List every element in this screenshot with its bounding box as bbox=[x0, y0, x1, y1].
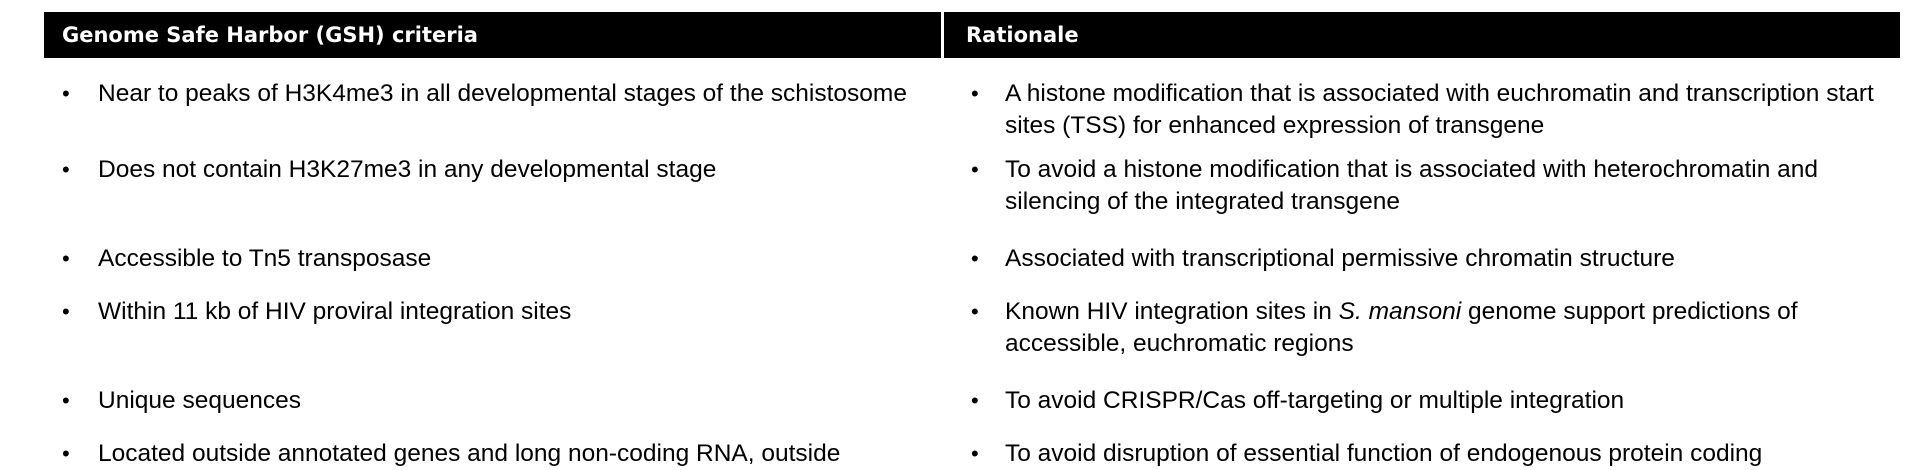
bullet-icon: • bbox=[971, 388, 979, 413]
table-row bbox=[44, 296, 1900, 360]
rationale-cell bbox=[947, 296, 1900, 360]
rationale-text-suffix: genome support predictions of accessible, euchromatic regions bbox=[1005, 298, 1798, 357]
criteria-cell bbox=[44, 296, 947, 360]
rationale-text: Associated with transcriptional permissive chromatin structure bbox=[1005, 245, 1675, 272]
rationale-text: A histone modification that is associated with euchromatin and transcription start sites (TSS) for enhanced expression of transgene bbox=[1005, 80, 1874, 139]
table-row bbox=[44, 438, 1900, 470]
bullet-icon: • bbox=[62, 81, 70, 106]
criteria-text: Accessible to Tn5 transposase bbox=[98, 245, 432, 272]
bullet-icon: • bbox=[62, 246, 70, 271]
bullet-icon: • bbox=[971, 441, 979, 466]
rationale-cell bbox=[947, 243, 1900, 275]
rationale-text: To avoid CRISPR/Cas off-targeting or multiple integration bbox=[1005, 387, 1625, 414]
criteria-text: Unique sequences bbox=[98, 387, 301, 414]
criteria-cell bbox=[44, 438, 947, 470]
criteria-cell bbox=[44, 243, 947, 275]
rationale-cell bbox=[947, 78, 1900, 142]
rationale-cell bbox=[947, 385, 1900, 417]
rationale-text bbox=[1005, 298, 1798, 357]
bullet-icon: • bbox=[971, 81, 979, 106]
rationale-text: To avoid a histone modification that is associated with heterochromatin and silencing of the integrated transgene bbox=[1005, 156, 1819, 215]
bullet-icon: • bbox=[62, 441, 70, 466]
bullet-icon: • bbox=[62, 299, 70, 324]
table-row bbox=[44, 78, 1900, 142]
header-rationale: Rationale bbox=[966, 23, 1079, 47]
gsh-criteria-table bbox=[44, 12, 1900, 467]
bullet-icon: • bbox=[62, 157, 70, 182]
criteria-cell bbox=[44, 154, 947, 218]
table-row bbox=[44, 243, 1900, 275]
bullet-icon: • bbox=[62, 388, 70, 413]
criteria-text: Within 11 kb of HIV proviral integration sites bbox=[98, 298, 572, 325]
species-name: S. mansoni bbox=[1338, 298, 1462, 325]
rationale-cell bbox=[947, 154, 1900, 218]
criteria-cell bbox=[44, 78, 947, 142]
bullet-icon: • bbox=[971, 299, 979, 324]
criteria-text: Does not contain H3K27me3 in any developmental stage bbox=[98, 156, 717, 183]
table-header bbox=[44, 12, 1900, 58]
criteria-text: Near to peaks of H3K4me3 in all developmental stages of the schistosome bbox=[98, 80, 907, 107]
header-criteria: Genome Safe Harbor (GSH) criteria bbox=[44, 12, 944, 58]
criteria-cell bbox=[44, 385, 947, 417]
rationale-text: To avoid disruption of essential function of endogenous protein coding bbox=[1005, 440, 1763, 467]
bullet-icon: • bbox=[971, 246, 979, 271]
rationale-text-prefix: Known HIV integration sites in bbox=[1005, 298, 1339, 325]
bullet-icon: • bbox=[971, 157, 979, 182]
table-row bbox=[44, 154, 1900, 218]
rationale-cell bbox=[947, 438, 1900, 470]
table-row bbox=[44, 385, 1900, 417]
criteria-text: Located outside annotated genes and long non-coding RNA, outside bbox=[98, 440, 841, 467]
